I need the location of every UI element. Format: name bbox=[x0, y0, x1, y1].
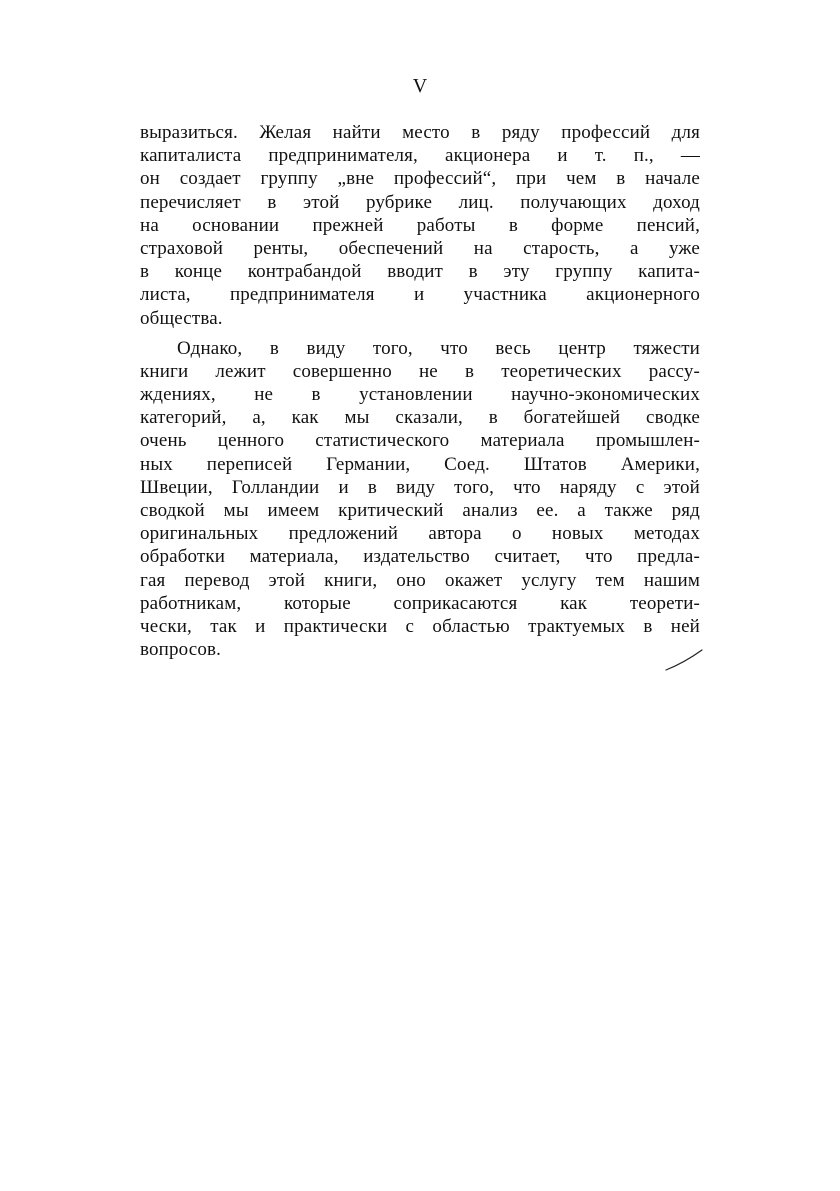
text-line: на основании прежней работы в форме пенсий, bbox=[140, 214, 700, 236]
text-line: гая перевод этой книги, оно окажет услугу тем нашим bbox=[140, 569, 700, 591]
text-line: общества. bbox=[140, 307, 223, 329]
text-line: он создает группу „вне профессий“, при чем в начале bbox=[140, 168, 700, 190]
text-line: в конце контрабандой вводит в эту группу капита- bbox=[140, 261, 700, 283]
text-line: сводкой мы имеем критический анализ ее. а также ряд bbox=[140, 500, 700, 521]
text-line: работникам, которые соприкасаются как теорети- bbox=[140, 592, 700, 614]
text-line: перечисляет в этой рубрике лиц. получающих доход bbox=[140, 191, 700, 213]
text-line: категорий, а, как мы сказали, в богатейшей сводке bbox=[140, 407, 700, 429]
text-line: ных переписей Германии, Соед. Штатов Америки, bbox=[140, 453, 700, 475]
paragraph-1 bbox=[140, 121, 700, 330]
text-line: капиталиста предпринимателя, акционера и т. п., — bbox=[140, 145, 700, 167]
text-line: обработки материала, издательство считает, что предла- bbox=[140, 546, 700, 568]
end-mark-icon bbox=[664, 644, 704, 674]
text-line: ждениях, не в установлении научно-экономических bbox=[140, 384, 700, 406]
text-line: чески, так и практически с областью трактуемых в ней bbox=[140, 615, 700, 637]
paragraph-2 bbox=[140, 337, 700, 662]
paragraph-gap bbox=[140, 330, 700, 337]
body-text bbox=[140, 121, 700, 661]
page-number: V bbox=[412, 75, 428, 97]
text-line: вопросов. bbox=[140, 639, 221, 661]
text-line: страховой ренты, обеспечений на старость, а уже bbox=[140, 237, 700, 259]
text-line: Однако, в виду того, что весь центр тяжести bbox=[177, 337, 700, 359]
text-line: книги лежит совершенно не в теоретических рассу- bbox=[140, 360, 700, 382]
text-line: выразиться. Желая найти место в ряду профессий для bbox=[140, 122, 700, 143]
text-line: листа, предпринимателя и участника акционерного bbox=[140, 284, 700, 306]
text-line: Швеции, Голландии и в виду того, что наряду с этой bbox=[140, 476, 700, 498]
text-line: очень ценного статистического материала промышлен- bbox=[140, 430, 700, 452]
text-line: оригинальных предложений автора о новых методах bbox=[140, 523, 700, 545]
